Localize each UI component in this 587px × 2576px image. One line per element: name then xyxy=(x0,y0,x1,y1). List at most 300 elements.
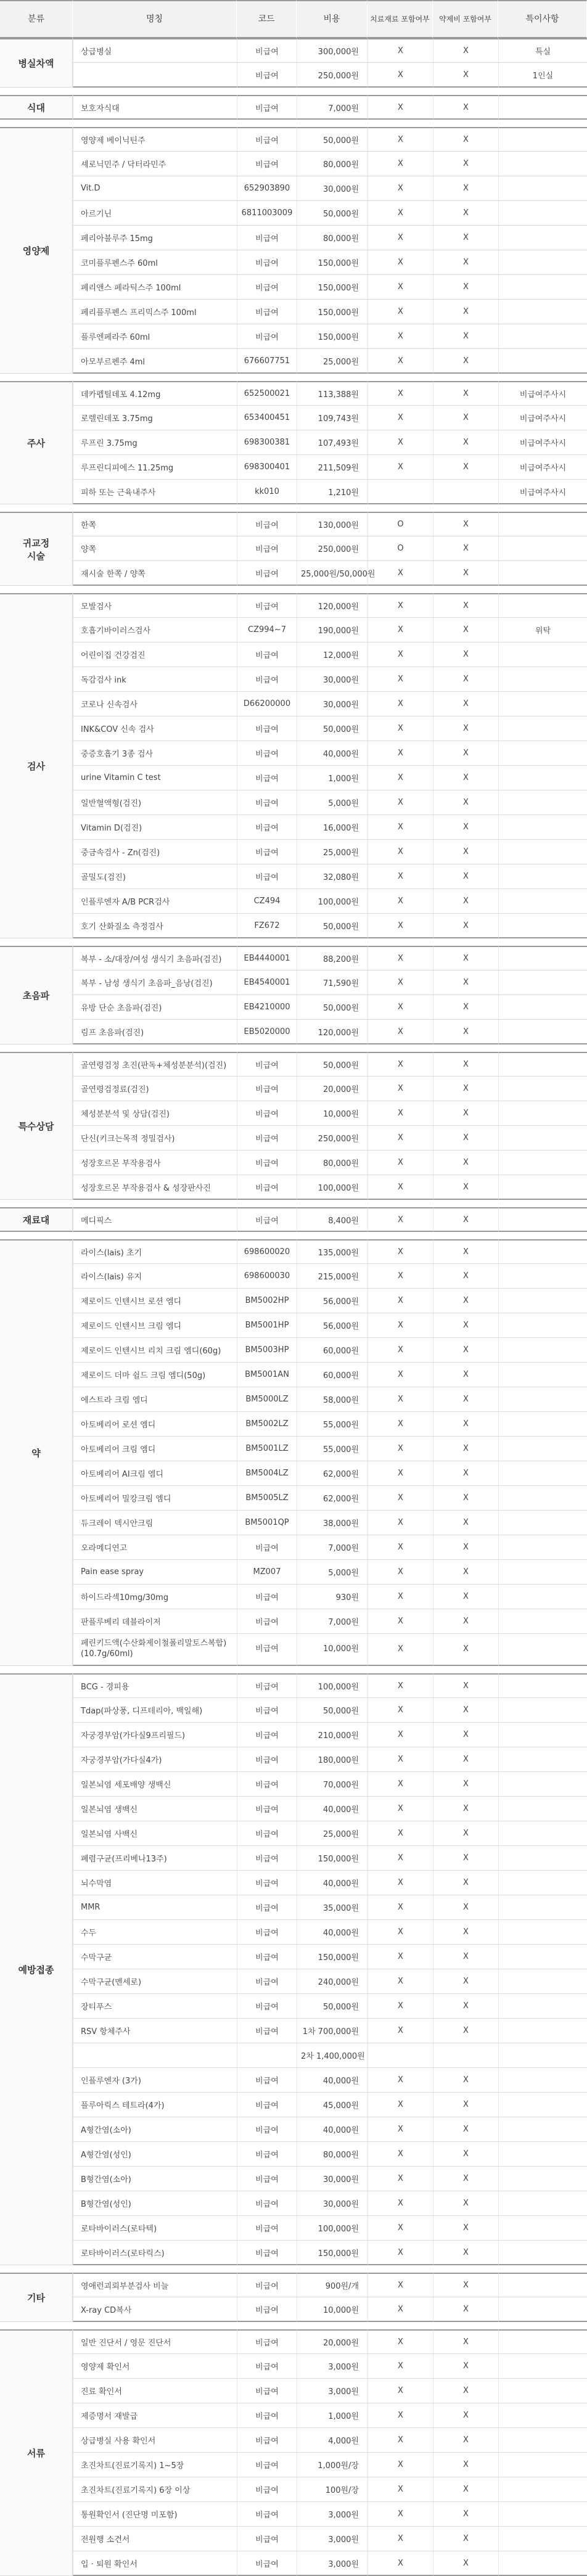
treatment-included: X xyxy=(367,593,433,618)
item-name: 일본뇌염 사백신 xyxy=(73,1821,237,1846)
item-note xyxy=(498,1673,587,1698)
item-name: 코미플루펜스주 60ml xyxy=(73,250,237,275)
item-note xyxy=(498,692,587,716)
section-spacer xyxy=(0,2322,587,2329)
drug-included: X xyxy=(433,692,498,716)
category-cell: 기타 xyxy=(0,2273,73,2322)
item-code-type: 비급여 xyxy=(237,2142,297,2167)
item-code-type: 비급여 xyxy=(237,1969,297,1994)
item-code-type: BM5001QP xyxy=(237,1511,297,1535)
item-code-type: 비급여 xyxy=(237,2241,297,2265)
drug-included: X xyxy=(433,2273,498,2297)
treatment-included: X xyxy=(367,38,433,63)
drug-included: X xyxy=(433,741,498,766)
item-note xyxy=(498,1511,587,1535)
drug-included: X xyxy=(433,63,498,88)
item-code-type: 비급여 xyxy=(237,741,297,766)
item-code-type: 비급여 xyxy=(237,2273,297,2297)
drug-included: X xyxy=(433,1585,498,1609)
item-note xyxy=(498,1151,587,1175)
item-note: 비급여주사시 xyxy=(498,406,587,430)
item-cost: 30,000원 xyxy=(297,2191,367,2216)
item-note xyxy=(498,275,587,300)
item-cost: 62,000원 xyxy=(297,1461,367,1486)
item-name: 듀크레이 덱시안크림 xyxy=(73,1511,237,1535)
treatment-included: X xyxy=(367,642,433,667)
item-code-type: 비급여 xyxy=(237,1797,297,1821)
item-cost: 5,000원 xyxy=(297,790,367,815)
item-code-type: 비급여 xyxy=(237,127,297,152)
item-cost: 71,590원 xyxy=(297,970,367,995)
item-note xyxy=(498,1821,587,1846)
table-row xyxy=(0,1175,587,1200)
item-name: 아모부르펜주 4ml xyxy=(73,349,237,374)
item-code-type: EB5020000 xyxy=(237,1020,297,1044)
drug-included: X xyxy=(433,561,498,586)
item-code-type: 비급여 xyxy=(237,1871,297,1895)
drug-included: X xyxy=(433,790,498,815)
item-note xyxy=(498,2191,587,2216)
item-note xyxy=(498,642,587,667)
drug-included: X xyxy=(433,2453,498,2477)
item-cost: 1,000원/장 xyxy=(297,2453,367,2477)
item-cost: 150,000원 xyxy=(297,2241,367,2265)
drug-included: X xyxy=(433,2241,498,2265)
drug-included: X xyxy=(433,1945,498,1969)
item-note xyxy=(498,1363,587,1387)
drug-included: X xyxy=(433,946,498,970)
item-name: 입 · 퇴원 확인서 xyxy=(73,2551,237,2576)
treatment-included: X xyxy=(367,946,433,970)
section-spacer xyxy=(0,1200,587,1207)
table-row xyxy=(0,1895,587,1920)
item-code-type: 비급여 xyxy=(237,790,297,815)
item-name: 로타바이러스(로타릭스) xyxy=(73,2241,237,2265)
item-code-type: 비급여 xyxy=(237,1846,297,1871)
item-name: 단신(키크는목적 정밀검사) xyxy=(73,1126,237,1151)
item-name: 골밀도(검진) xyxy=(73,864,237,889)
treatment-included: X xyxy=(367,618,433,642)
drug-included: X xyxy=(433,38,498,63)
item-code-type: BM5002LZ xyxy=(237,1412,297,1437)
item-code-type: 비급여 xyxy=(237,2093,297,2117)
item-cost: 1,000원 xyxy=(297,766,367,790)
item-code-type: 비급여 xyxy=(237,1723,297,1747)
treatment-included: X xyxy=(367,2191,433,2216)
item-name: 에스트라 크림 엠디 xyxy=(73,1387,237,1412)
item-cost: 100,000원 xyxy=(297,2216,367,2241)
treatment-included: X xyxy=(367,2093,433,2117)
treatment-included: X xyxy=(367,1511,433,1535)
treatment-included: X xyxy=(367,1560,433,1585)
item-cost: 40,000원 xyxy=(297,1871,367,1895)
treatment-included: X xyxy=(367,1052,433,1077)
item-name: A형간염(소아) xyxy=(73,2117,237,2142)
treatment-included: X xyxy=(367,1289,433,1313)
table-row xyxy=(0,2297,587,2322)
item-name: 림프 초음파(검진) xyxy=(73,1020,237,1044)
table-row xyxy=(0,840,587,864)
item-cost: 190,000원 xyxy=(297,618,367,642)
section-spacer xyxy=(0,1232,587,1239)
treatment-included: X xyxy=(367,275,433,300)
item-name: 아토베리어 로션 엠디 xyxy=(73,1412,237,1437)
item-name: 제증명서 재발급 xyxy=(73,2403,237,2428)
item-name: 데카펩틸데포 4.12mg xyxy=(73,381,237,406)
table-row xyxy=(0,2191,587,2216)
item-cost: 100,000원 xyxy=(297,889,367,914)
drug-included: X xyxy=(433,152,498,176)
treatment-included: X xyxy=(367,1077,433,1101)
item-cost: 900원/개 xyxy=(297,2273,367,2297)
item-note xyxy=(498,1486,587,1511)
item-note xyxy=(498,2273,587,2297)
section-spacer-cell xyxy=(0,88,587,95)
table-row xyxy=(0,1289,587,1313)
item-note xyxy=(498,2019,587,2043)
item-code-type: 비급여 xyxy=(237,864,297,889)
treatment-included: X xyxy=(367,815,433,840)
item-name: 아토베리어 밀캉크림 엠디 xyxy=(73,1486,237,1511)
item-note xyxy=(498,1895,587,1920)
drug-included: X xyxy=(433,1486,498,1511)
section-spacer-cell xyxy=(0,504,587,512)
item-code-type: 비급여 xyxy=(237,2551,297,2576)
item-code-type: 비급여 xyxy=(237,63,297,88)
treatment-included: X xyxy=(367,2273,433,2297)
drug-included: X xyxy=(433,300,498,324)
table-row xyxy=(0,1821,587,1846)
item-code-type: 비급여 xyxy=(237,1585,297,1609)
item-name: 일본뇌염 생백신 xyxy=(73,1797,237,1821)
item-note xyxy=(498,1560,587,1585)
drug-included: X xyxy=(433,1207,498,1232)
item-note xyxy=(498,250,587,275)
treatment-included: X xyxy=(367,2477,433,2502)
table-row xyxy=(0,2403,587,2428)
drug-included: X xyxy=(433,95,498,120)
item-code-type: 비급여 xyxy=(237,667,297,692)
item-name: 루프린 3.75mg xyxy=(73,430,237,455)
item-cost: 50,000원 xyxy=(297,1052,367,1077)
drug-included: X xyxy=(433,1313,498,1338)
item-code-type: 698600030 xyxy=(237,1264,297,1289)
item-name: 성장호르몬 부작용검사 & 성장판사진 xyxy=(73,1175,237,1200)
item-code-type: BM5003HP xyxy=(237,1338,297,1363)
treatment-included: X xyxy=(367,1535,433,1560)
item-code-type: 비급여 xyxy=(237,95,297,120)
drug-included: X xyxy=(433,2527,498,2551)
item-name: 영애런괴뢰부분검사 비늘 xyxy=(73,2273,237,2297)
drug-included: X xyxy=(433,1535,498,1560)
item-name: 자궁경부암(가다실9프리필드) xyxy=(73,1723,237,1747)
treatment-included: X xyxy=(367,406,433,430)
drug-included: X xyxy=(433,2379,498,2403)
item-cost: 30,000원 xyxy=(297,2167,367,2191)
item-cost: 100원/장 xyxy=(297,2477,367,2502)
table-row xyxy=(0,512,587,536)
drug-included: X xyxy=(433,2502,498,2527)
drug-included: X xyxy=(433,1920,498,1945)
item-note xyxy=(498,95,587,120)
item-code-type: EB4440001 xyxy=(237,946,297,970)
item-name: 한쪽 xyxy=(73,512,237,536)
item-cost: 40,000원 xyxy=(297,2068,367,2093)
drug-included: X xyxy=(433,2551,498,2576)
table-row xyxy=(0,946,587,970)
treatment-included: X xyxy=(367,2167,433,2191)
item-code-type: 비급여 xyxy=(237,1535,297,1560)
drug-included: X xyxy=(433,1239,498,1264)
item-code-type: 비급여 xyxy=(237,1609,297,1634)
item-cost: 250,000원 xyxy=(297,536,367,561)
item-note xyxy=(498,2117,587,2142)
treatment-included: O xyxy=(367,512,433,536)
item-code-type: EB4210000 xyxy=(237,995,297,1020)
treatment-included: X xyxy=(367,1461,433,1486)
item-name: 코로나 신속검사 xyxy=(73,692,237,716)
item-cost: 25,000원 xyxy=(297,1821,367,1846)
drug-included: X xyxy=(433,1077,498,1101)
treatment-included: X xyxy=(367,2354,433,2379)
drug-included: X xyxy=(433,2216,498,2241)
item-name: 모발검사 xyxy=(73,593,237,618)
section-spacer-cell xyxy=(0,2322,587,2329)
item-name: 루프린디피에스 11.25mg xyxy=(73,455,237,480)
item-code-type: 비급여 xyxy=(237,536,297,561)
item-name: 호흡기바이러스검사 xyxy=(73,618,237,642)
item-cost: 80,000원 xyxy=(297,152,367,176)
item-code-type: 698300401 xyxy=(237,455,297,480)
item-name: 피하 또는 근육내주사 xyxy=(73,480,237,504)
table-row xyxy=(0,1698,587,1723)
item-cost: 30,000원 xyxy=(297,692,367,716)
treatment-included: X xyxy=(367,1797,433,1821)
table-row xyxy=(0,2453,587,2477)
item-name: 페리플루펜스 프리믹스주 100ml xyxy=(73,300,237,324)
item-code-type: 비급여 xyxy=(237,840,297,864)
item-code-type: 비급여 xyxy=(237,2019,297,2043)
item-cost: 250,000원 xyxy=(297,1126,367,1151)
item-code-type: BM5005LZ xyxy=(237,1486,297,1511)
item-name: 일반혈액형(검진) xyxy=(73,790,237,815)
item-cost: 62,000원 xyxy=(297,1486,367,1511)
treatment-included: X xyxy=(367,1698,433,1723)
table-row xyxy=(0,226,587,250)
item-code-type: 비급여 xyxy=(237,766,297,790)
category-cell: 예방접종 xyxy=(0,1673,73,2265)
drug-included: X xyxy=(433,2297,498,2322)
section-spacer-cell xyxy=(0,374,587,381)
table-row xyxy=(0,766,587,790)
drug-included: X xyxy=(433,250,498,275)
item-note xyxy=(498,1969,587,1994)
drug-included xyxy=(433,480,498,504)
table-row xyxy=(0,618,587,642)
item-cost: 50,000원 xyxy=(297,1698,367,1723)
item-note xyxy=(498,864,587,889)
treatment-included: X xyxy=(367,1126,433,1151)
table-row xyxy=(0,1511,587,1535)
drug-included: X xyxy=(433,889,498,914)
item-cost: 130,000원 xyxy=(297,512,367,536)
item-code-type: 비급여 xyxy=(237,2216,297,2241)
drug-included: X xyxy=(433,1511,498,1535)
item-code-type: kk010 xyxy=(237,480,297,504)
item-name: 수두 xyxy=(73,1920,237,1945)
item-name: MMR xyxy=(73,1895,237,1920)
section-spacer-cell xyxy=(0,1232,587,1239)
table-row xyxy=(0,995,587,1020)
item-note xyxy=(498,201,587,226)
item-note xyxy=(498,2297,587,2322)
item-note xyxy=(498,2142,587,2167)
item-cost: 150,000원 xyxy=(297,250,367,275)
drug-included: X xyxy=(433,1387,498,1412)
item-cost: 3,000원 xyxy=(297,2502,367,2527)
item-cost: 32,080원 xyxy=(297,864,367,889)
treatment-included: X xyxy=(367,226,433,250)
treatment-included: X xyxy=(367,2329,433,2354)
item-note xyxy=(498,1264,587,1289)
item-name: Pain ease spray xyxy=(73,1560,237,1585)
drug-included: X xyxy=(433,642,498,667)
treatment-included: X xyxy=(367,176,433,201)
item-code-type: 비급여 xyxy=(237,642,297,667)
item-note xyxy=(498,300,587,324)
item-name: 중금속검사 - Zn(검진) xyxy=(73,840,237,864)
table-row xyxy=(0,2167,587,2191)
item-cost: 50,000원 xyxy=(297,1994,367,2019)
table-row xyxy=(0,741,587,766)
drug-included: X xyxy=(433,1895,498,1920)
item-code-type: 비급여 xyxy=(237,561,297,586)
table-row xyxy=(0,250,587,275)
item-code-type: 비급여 xyxy=(237,300,297,324)
item-cost: 7,000원 xyxy=(297,1609,367,1634)
section-spacer-cell xyxy=(0,938,587,946)
treatment-included: X xyxy=(367,1264,433,1289)
item-name xyxy=(73,2043,237,2068)
drug-included: X xyxy=(433,1846,498,1871)
drug-included: X xyxy=(433,1175,498,1200)
table-row xyxy=(0,38,587,63)
item-note: 1인실 xyxy=(498,63,587,88)
treatment-included: X xyxy=(367,1772,433,1797)
treatment-included: X xyxy=(367,970,433,995)
item-name: 초진차트(진료기록지) 1~5장 xyxy=(73,2453,237,2477)
item-cost: 35,000원 xyxy=(297,1895,367,1920)
category-cell: 서류 xyxy=(0,2329,73,2576)
item-note xyxy=(498,2068,587,2093)
table-row xyxy=(0,1945,587,1969)
table-row xyxy=(0,2428,587,2453)
treatment-included: X xyxy=(367,2379,433,2403)
item-note xyxy=(498,1077,587,1101)
treatment-included: X xyxy=(367,561,433,586)
treatment-included: X xyxy=(367,2068,433,2093)
treatment-included: X xyxy=(367,1673,433,1698)
drug-included: X xyxy=(433,536,498,561)
item-note xyxy=(498,1920,587,1945)
drug-included: X xyxy=(433,1052,498,1077)
treatment-included: X xyxy=(367,2117,433,2142)
item-code-type: D66200000 xyxy=(237,692,297,716)
item-note xyxy=(498,716,587,741)
treatment-included: X xyxy=(367,1020,433,1044)
table-row xyxy=(0,1797,587,1821)
treatment-included: X xyxy=(367,1239,433,1264)
table-body xyxy=(0,38,587,2576)
drug-included: X xyxy=(433,1289,498,1313)
item-note xyxy=(498,1313,587,1338)
item-cost: 100,000원 xyxy=(297,1175,367,1200)
drug-included: X xyxy=(433,430,498,455)
item-cost: 50,000원 xyxy=(297,995,367,1020)
table-row xyxy=(0,1560,587,1585)
drug-included: X xyxy=(433,176,498,201)
table-row xyxy=(0,406,587,430)
table-row xyxy=(0,1338,587,1363)
header-drug-included: 약제비 포함여부 xyxy=(433,0,498,38)
treatment-included: X xyxy=(367,1945,433,1969)
item-note xyxy=(498,176,587,201)
item-cost: 8,400원 xyxy=(297,1207,367,1232)
drug-included: X xyxy=(433,2477,498,2502)
item-code-type: 비급여 xyxy=(237,2428,297,2453)
table-row xyxy=(0,536,587,561)
item-cost: 120,000원 xyxy=(297,1020,367,1044)
treatment-included: X xyxy=(367,2403,433,2428)
table-row xyxy=(0,1239,587,1264)
item-note xyxy=(498,2329,587,2354)
item-note xyxy=(498,2241,587,2265)
drug-included xyxy=(433,2043,498,2068)
table-row xyxy=(0,176,587,201)
item-note xyxy=(498,1609,587,1634)
item-name: 제로이드 인텐시브 로션 엠디 xyxy=(73,1289,237,1313)
item-cost: 150,000원 xyxy=(297,300,367,324)
drug-included: X xyxy=(433,667,498,692)
drug-included: X xyxy=(433,1437,498,1461)
drug-included: X xyxy=(433,1797,498,1821)
table-row xyxy=(0,1207,587,1232)
item-note: 비급여주사시 xyxy=(498,430,587,455)
category-cell: 특수상담 xyxy=(0,1052,73,1200)
table-row xyxy=(0,2273,587,2297)
table-row xyxy=(0,2527,587,2551)
table-row xyxy=(0,1437,587,1461)
item-note xyxy=(498,2354,587,2379)
treatment-included: X xyxy=(367,2453,433,2477)
drug-included: X xyxy=(433,970,498,995)
header-code: 코드 xyxy=(237,0,297,38)
item-code-type: 비급여 xyxy=(237,1126,297,1151)
category-cell: 영양제 xyxy=(0,127,73,374)
item-name: 페린키드액(수산화제이철폴리말토스복합) (10.7g/60ml) xyxy=(73,1634,237,1666)
section-spacer xyxy=(0,120,587,127)
item-code-type: 비급여 xyxy=(237,1698,297,1723)
drug-included: X xyxy=(433,127,498,152)
table-row xyxy=(0,1535,587,1560)
item-name: 호기 산화질소 측정검사 xyxy=(73,914,237,938)
item-note xyxy=(498,1175,587,1200)
treatment-included: X xyxy=(367,766,433,790)
item-code-type: 비급여 xyxy=(237,1673,297,1698)
table-header xyxy=(0,0,587,38)
treatment-included: X xyxy=(367,741,433,766)
item-code-type: 비급여 xyxy=(237,2191,297,2216)
